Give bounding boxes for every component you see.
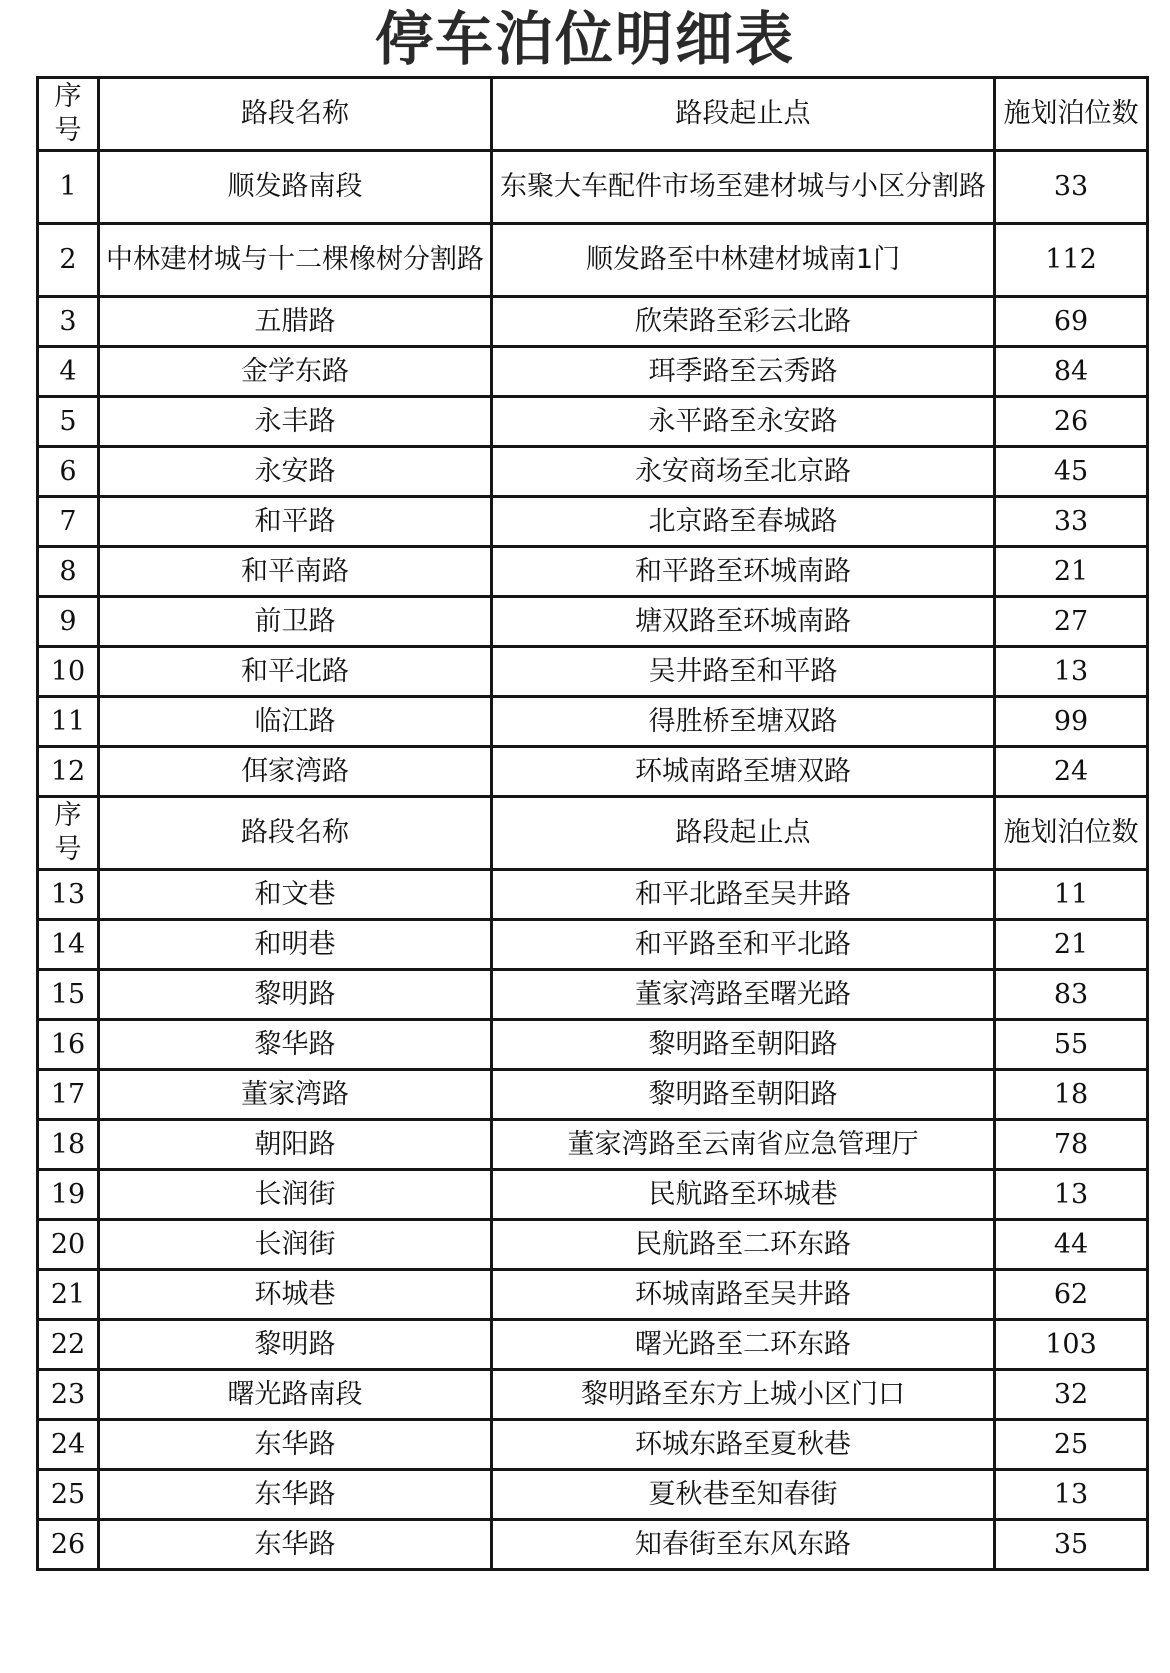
table-row [38, 870, 1148, 920]
cell-name: 长润街 [99, 1220, 492, 1270]
cell-count: 112 [995, 224, 1148, 297]
table-row [38, 347, 1148, 397]
table-body [38, 78, 1148, 1570]
cell-name: 曙光路南段 [99, 1370, 492, 1420]
cell-range: 永平路至永安路 [492, 397, 995, 447]
header-name: 路段名称 [99, 797, 492, 870]
header-count: 施划泊位数 [995, 797, 1148, 870]
cell-count: 24 [995, 747, 1148, 797]
table-row [38, 497, 1148, 547]
table-row [38, 1420, 1148, 1470]
cell-name: 和平南路 [99, 547, 492, 597]
cell-range: 民航路至二环东路 [492, 1220, 995, 1270]
cell-name: 和明巷 [99, 920, 492, 970]
cell-count: 83 [995, 970, 1148, 1020]
cell-name: 和平路 [99, 497, 492, 547]
cell-count: 11 [995, 870, 1148, 920]
cell-range: 北京路至春城路 [492, 497, 995, 547]
header-range: 路段起止点 [492, 78, 995, 151]
cell-name: 中林建材城与十二棵橡树分割路 [99, 224, 492, 297]
cell-name: 前卫路 [99, 597, 492, 647]
cell-range: 和平路至和平北路 [492, 920, 995, 970]
header-row-repeat [38, 797, 1148, 870]
cell-range: 东聚大车配件市场至建材城与小区分割路 [492, 151, 995, 224]
cell-name: 长润街 [99, 1170, 492, 1220]
table-row [38, 397, 1148, 447]
cell-name: 顺发路南段 [99, 151, 492, 224]
cell-count: 33 [995, 151, 1148, 224]
cell-no: 7 [38, 497, 99, 547]
cell-range: 欣荣路至彩云北路 [492, 297, 995, 347]
cell-range: 知春街至东风东路 [492, 1520, 995, 1570]
cell-no: 13 [38, 870, 99, 920]
header-no: 序号 [38, 797, 99, 870]
cell-range: 顺发路至中林建材城南1门 [492, 224, 995, 297]
cell-range: 董家湾路至云南省应急管理厅 [492, 1120, 995, 1170]
cell-no: 8 [38, 547, 99, 597]
cell-name: 董家湾路 [99, 1070, 492, 1120]
table-row [38, 1120, 1148, 1170]
header-row [38, 78, 1148, 151]
cell-range: 珥季路至云秀路 [492, 347, 995, 397]
table-row [38, 697, 1148, 747]
page-title: 停车泊位明细表 [374, 5, 795, 73]
cell-no: 20 [38, 1220, 99, 1270]
cell-no: 25 [38, 1470, 99, 1520]
table-row [38, 747, 1148, 797]
table-row [38, 547, 1148, 597]
table-row [38, 447, 1148, 497]
header-name: 路段名称 [99, 78, 492, 151]
cell-count: 18 [995, 1070, 1148, 1120]
cell-count: 69 [995, 297, 1148, 347]
cell-count: 33 [995, 497, 1148, 547]
cell-name: 黎明路 [99, 970, 492, 1020]
table-row [38, 1270, 1148, 1320]
table-row [38, 1170, 1148, 1220]
cell-name: 朝阳路 [99, 1120, 492, 1170]
table-row [38, 151, 1148, 224]
cell-no: 19 [38, 1170, 99, 1220]
cell-name: 黎明路 [99, 1320, 492, 1370]
cell-range: 民航路至环城巷 [492, 1170, 995, 1220]
table-row [38, 920, 1148, 970]
cell-no: 6 [38, 447, 99, 497]
cell-name: 东华路 [99, 1420, 492, 1470]
cell-no: 17 [38, 1070, 99, 1120]
cell-count: 55 [995, 1020, 1148, 1070]
cell-count: 99 [995, 697, 1148, 747]
header-range: 路段起止点 [492, 797, 995, 870]
table-row [38, 647, 1148, 697]
table-row [38, 1220, 1148, 1270]
cell-count: 13 [995, 1470, 1148, 1520]
table-row [38, 597, 1148, 647]
cell-count: 45 [995, 447, 1148, 497]
cell-name: 金学东路 [99, 347, 492, 397]
cell-name: 五腊路 [99, 297, 492, 347]
cell-no: 11 [38, 697, 99, 747]
table-row [38, 1070, 1148, 1120]
cell-count: 78 [995, 1120, 1148, 1170]
cell-name: 环城巷 [99, 1270, 492, 1320]
cell-no: 24 [38, 1420, 99, 1470]
cell-name: 和平北路 [99, 647, 492, 697]
cell-no: 15 [38, 970, 99, 1020]
cell-no: 10 [38, 647, 99, 697]
cell-range: 吴井路至和平路 [492, 647, 995, 697]
cell-no: 4 [38, 347, 99, 397]
cell-range: 环城东路至夏秋巷 [492, 1420, 995, 1470]
cell-count: 35 [995, 1520, 1148, 1570]
table-row [38, 224, 1148, 297]
cell-range: 环城南路至吴井路 [492, 1270, 995, 1320]
cell-name: 和文巷 [99, 870, 492, 920]
cell-no: 18 [38, 1120, 99, 1170]
cell-no: 12 [38, 747, 99, 797]
cell-range: 得胜桥至塘双路 [492, 697, 995, 747]
header-no: 序号 [38, 78, 99, 151]
table-row [38, 1320, 1148, 1370]
cell-no: 9 [38, 597, 99, 647]
cell-name: 临江路 [99, 697, 492, 747]
cell-name: 永安路 [99, 447, 492, 497]
cell-count: 103 [995, 1320, 1148, 1370]
cell-range: 塘双路至环城南路 [492, 597, 995, 647]
cell-no: 16 [38, 1020, 99, 1070]
cell-name: 佴家湾路 [99, 747, 492, 797]
cell-count: 32 [995, 1370, 1148, 1420]
cell-range: 和平路至环城南路 [492, 547, 995, 597]
cell-count: 13 [995, 1170, 1148, 1220]
cell-count: 21 [995, 920, 1148, 970]
cell-no: 5 [38, 397, 99, 447]
cell-no: 22 [38, 1320, 99, 1370]
cell-count: 44 [995, 1220, 1148, 1270]
cell-no: 26 [38, 1520, 99, 1570]
table-row [38, 1470, 1148, 1520]
cell-range: 黎明路至朝阳路 [492, 1070, 995, 1120]
cell-name: 永丰路 [99, 397, 492, 447]
table-row [38, 1020, 1148, 1070]
cell-range: 环城南路至塘双路 [492, 747, 995, 797]
cell-no: 1 [38, 151, 99, 224]
cell-range: 夏秋巷至知春街 [492, 1470, 995, 1520]
cell-count: 62 [995, 1270, 1148, 1320]
cell-no: 14 [38, 920, 99, 970]
cell-range: 和平北路至吴井路 [492, 870, 995, 920]
table-row [38, 297, 1148, 347]
cell-count: 25 [995, 1420, 1148, 1470]
cell-no: 3 [38, 297, 99, 347]
cell-range: 黎明路至朝阳路 [492, 1020, 995, 1070]
cell-range: 永安商场至北京路 [492, 447, 995, 497]
cell-no: 2 [38, 224, 99, 297]
table-row [38, 1370, 1148, 1420]
cell-count: 26 [995, 397, 1148, 447]
cell-count: 21 [995, 547, 1148, 597]
cell-name: 东华路 [99, 1520, 492, 1570]
table-row [38, 1520, 1148, 1570]
table-row [38, 970, 1148, 1020]
cell-no: 23 [38, 1370, 99, 1420]
cell-count: 84 [995, 347, 1148, 397]
cell-range: 黎明路至东方上城小区门口 [492, 1370, 995, 1420]
cell-name: 黎华路 [99, 1020, 492, 1070]
cell-no: 21 [38, 1270, 99, 1320]
cell-count: 27 [995, 597, 1148, 647]
cell-name: 东华路 [99, 1470, 492, 1520]
cell-range: 曙光路至二环东路 [492, 1320, 995, 1370]
cell-count: 13 [995, 647, 1148, 697]
parking-table [36, 76, 1149, 1571]
header-count: 施划泊位数 [995, 78, 1148, 151]
cell-range: 董家湾路至曙光路 [492, 970, 995, 1020]
